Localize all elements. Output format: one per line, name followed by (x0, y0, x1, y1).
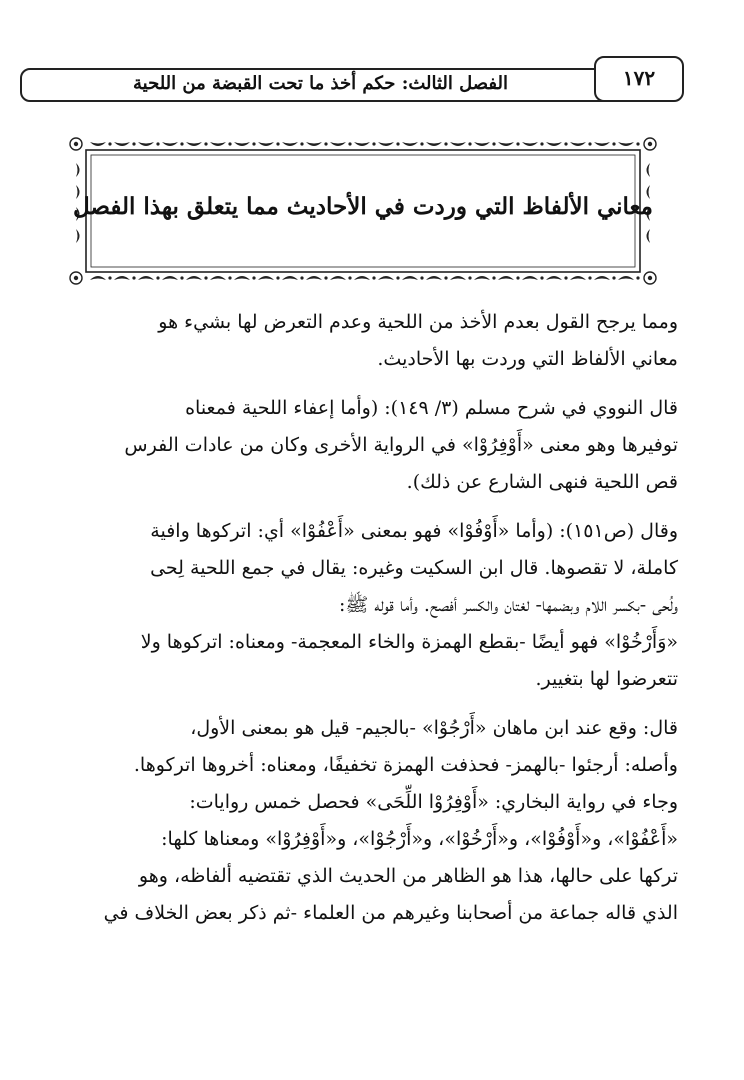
ornament-dot (396, 276, 399, 279)
ornament-motif (378, 142, 394, 146)
ornament-motif (450, 142, 466, 146)
ornament-motif (474, 276, 490, 280)
ornament-motif (138, 142, 154, 146)
ornament-dot (468, 276, 471, 279)
ornament-dot (492, 276, 495, 279)
ornament-dot (564, 276, 567, 279)
ornament-motif (114, 142, 130, 146)
ornament-motif (234, 276, 250, 280)
ornament-dot (252, 276, 255, 279)
ornament-dot (228, 276, 231, 279)
ornament-motif (647, 163, 651, 177)
ornament-motif (138, 276, 154, 280)
ornament-motif (594, 142, 610, 146)
text-line: «أَعْفُوْا»، و«أَوْفُوْا»، و«أَرْخُوْا»، و«أَرْجُوْا»، و«أَوْفِرُوْا» ومعناها كلها: (161, 828, 678, 850)
ornament-dot (276, 142, 279, 145)
ornament-dot (108, 142, 111, 145)
ornament-dot (324, 276, 327, 279)
running-header (20, 68, 680, 102)
ornament-motif (498, 276, 514, 280)
ornament-motif (210, 276, 226, 280)
ornament-dot (516, 276, 519, 279)
paragraph (44, 710, 706, 932)
chapter-title: الفصل الثالث: حكم أخذ ما تحت القبضة من اللحية (133, 73, 508, 94)
ornament-motif (210, 142, 226, 146)
text-line: توفيرها وهو معنى «أَوْفِرُوْا» في الرواية الأخرى وكان من عادات الفرس (124, 434, 678, 456)
ornament-motif (186, 276, 202, 280)
ornament-motif (76, 229, 80, 243)
corner-rosette-center (648, 276, 652, 280)
ornament-dot (516, 142, 519, 145)
ornament-motif (162, 142, 178, 146)
ornament-motif (282, 142, 298, 146)
section-title: معاني الألفاظ التي وردت في الأحاديث مما يتعلق بهذا الفصل (73, 193, 653, 220)
ornament-dot (372, 276, 375, 279)
ornament-motif (90, 142, 106, 146)
text-line: وأصله: أرجئوا -بالهمز- فحذفت الهمزة تخفيفًا، ومعناه: أخروها اتركوها. (133, 754, 678, 776)
text-line: قال النووي في شرح مسلم (٣/ ١٤٩): (وأما إعفاء اللحية فمعناه (185, 397, 678, 419)
text-line: تتعرضوا لها بتغيير. (535, 668, 678, 690)
ornament-motif (647, 229, 651, 243)
corner-rosette-center (648, 142, 652, 146)
body-text (44, 304, 706, 944)
corner-rosette-center (74, 142, 78, 146)
ornament-dot (612, 276, 615, 279)
ornament-motif (186, 142, 202, 146)
page-number: ١٧٢ (622, 66, 656, 90)
ornament-dot (420, 276, 423, 279)
ornament-dot (228, 142, 231, 145)
ornament-motif (330, 142, 346, 146)
ornament-motif (76, 163, 80, 177)
ornament-dot (156, 142, 159, 145)
ornament-motif (114, 276, 130, 280)
ornament-dot (204, 276, 207, 279)
ornament-dot (348, 276, 351, 279)
ornament-motif (234, 142, 250, 146)
ornament-motif (282, 276, 298, 280)
ornament-dot (180, 142, 183, 145)
ornament-motif (402, 142, 418, 146)
text-line: وقال (ص١٥١): (وأما «أَوْفُوْا» فهو بمعنى «أَعْفُوْا» أي: اتركوها وافية (150, 520, 678, 542)
ornament-dot (252, 142, 255, 145)
ornament-motif (498, 142, 514, 146)
text-line: الذي قاله جماعة من أصحابنا وغيرهم من العلماء -ثم ذكر بعض الخلاف في (103, 902, 678, 924)
ornament-motif (330, 276, 346, 280)
ornament-dot (420, 142, 423, 145)
ornament-dot (132, 142, 135, 145)
ornament-dot (444, 276, 447, 279)
ornament-motif (354, 142, 370, 146)
ornament-motif (546, 276, 562, 280)
ornament-motif (618, 276, 634, 280)
paragraph (44, 304, 706, 378)
ornament-motif (378, 276, 394, 280)
ornament-motif (426, 276, 442, 280)
ornament-dot (612, 142, 615, 145)
ornament-motif (594, 276, 610, 280)
text-line: قص اللحية فنهى الشارع عن ذلك). (406, 471, 678, 493)
ornament-dot (180, 276, 183, 279)
ornament-motif (426, 142, 442, 146)
ornament-dot (372, 142, 375, 145)
ornament-dot (540, 276, 543, 279)
ornament-motif (570, 276, 586, 280)
ornament-motif (570, 142, 586, 146)
text-line: ولُحى -بكسر اللام وبضمها- لغتان والكسر أفصح. وأما قوله ﷺ: (338, 594, 678, 616)
text-line: ومما يرجح القول بعدم الأخذ من اللحية وعدم التعرض لها بشيء هو (158, 311, 678, 333)
ornament-motif (522, 142, 538, 146)
ornament-motif (354, 276, 370, 280)
ornament-dot (396, 142, 399, 145)
ornament-dot (108, 276, 111, 279)
ornament-motif (450, 276, 466, 280)
ornament-dot (300, 142, 303, 145)
ornament-dot (324, 142, 327, 145)
text-line: معاني الألفاظ التي وردت بها الأحاديث. (377, 348, 678, 370)
text-line: قال: وقع عند ابن ماهان «أَرْجُوْا» -بالجيم- قيل هو بمعنى الأول، (190, 717, 678, 739)
section-title-frame (68, 136, 658, 286)
ornament-motif (546, 142, 562, 146)
ornament-dot (588, 142, 591, 145)
ornament-dot (540, 142, 543, 145)
ornament-motif (258, 276, 274, 280)
ornament-motif (258, 142, 274, 146)
ornament-motif (402, 276, 418, 280)
ornament-motif (522, 276, 538, 280)
ornament-dot (348, 142, 351, 145)
ornament-dot (132, 276, 135, 279)
ornament-dot (300, 276, 303, 279)
text-line: تركها على حالها، هذا هو الظاهر من الحديث الذي تقتضيه ألفاظه، وهو (138, 865, 678, 887)
ornament-dot (636, 142, 639, 145)
ornament-dot (276, 276, 279, 279)
paragraph (44, 513, 706, 698)
ornament-motif (162, 276, 178, 280)
text-line: وجاء في رواية البخاري: «أَوْفِرُوْا اللِّحَى» فحصل خمس روايات: (189, 791, 678, 813)
ornament-dot (588, 276, 591, 279)
ornament-motif (90, 276, 106, 280)
ornament-dot (564, 142, 567, 145)
ornament-dot (636, 276, 639, 279)
ornament-motif (306, 276, 322, 280)
ornament-dot (204, 142, 207, 145)
ornament-motif (474, 142, 490, 146)
ornament-dot (492, 142, 495, 145)
ornament-dot (444, 142, 447, 145)
text-line: «وَأَرْخُوْا» فهو أيضًا -بقطع الهمزة والخاء المعجمة- ومعناه: اتركوها ولا (140, 631, 678, 653)
ornament-motif (306, 142, 322, 146)
corner-rosette-center (74, 276, 78, 280)
ornament-motif (618, 142, 634, 146)
ornament-dot (468, 142, 471, 145)
paragraph (44, 390, 706, 501)
ornament-dot (156, 276, 159, 279)
text-line: كاملة، لا تقصوها. قال ابن السكيت وغيره: يقال في جمع اللحية لِحى (150, 557, 678, 579)
